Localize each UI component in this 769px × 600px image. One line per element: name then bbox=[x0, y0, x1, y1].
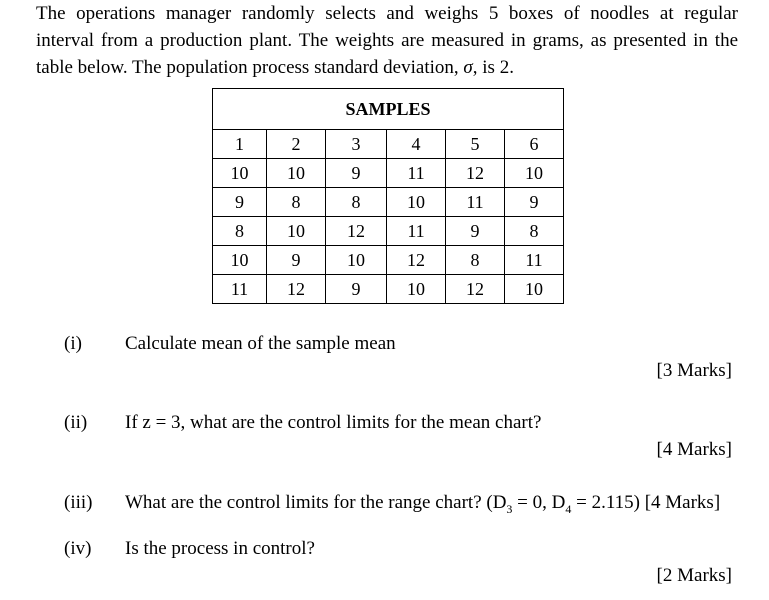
table-row bbox=[213, 246, 564, 275]
problem-statement bbox=[36, 0, 738, 81]
table-cell: 11 bbox=[213, 275, 267, 304]
table-cell: 12 bbox=[446, 159, 505, 188]
sample-header: 6 bbox=[505, 130, 564, 159]
samples-table bbox=[212, 88, 564, 304]
table-cell: 10 bbox=[505, 275, 564, 304]
table-cell: 8 bbox=[213, 217, 267, 246]
table-cell: 12 bbox=[446, 275, 505, 304]
sigma-symbol: σ bbox=[463, 57, 473, 78]
statement-line-3-text: table below. The population process standard deviation, bbox=[36, 57, 464, 78]
table-cell: 10 bbox=[387, 275, 446, 304]
statement-line-3-end: , is 2. bbox=[472, 57, 514, 78]
subscript: 3 bbox=[506, 501, 513, 516]
question-number: (iv) bbox=[64, 538, 92, 559]
table-cell: 10 bbox=[267, 159, 326, 188]
table-cell: 10 bbox=[213, 246, 267, 275]
question-number: (i) bbox=[64, 333, 82, 354]
table-title-row bbox=[213, 89, 564, 130]
table-row bbox=[213, 217, 564, 246]
subscript: 4 bbox=[565, 501, 572, 516]
table-cell: 11 bbox=[446, 188, 505, 217]
question-text: Calculate mean of the sample mean bbox=[125, 333, 396, 354]
sample-header: 2 bbox=[267, 130, 326, 159]
question-text-part: = 2.115) [4 Marks] bbox=[571, 492, 721, 513]
sample-header: 4 bbox=[387, 130, 446, 159]
table-cell: 11 bbox=[505, 246, 564, 275]
marks-label: [2 Marks] bbox=[656, 565, 732, 586]
table-cell: 10 bbox=[387, 188, 446, 217]
marks-label: [3 Marks] bbox=[656, 360, 732, 381]
table-cell: 12 bbox=[387, 246, 446, 275]
table-row bbox=[213, 159, 564, 188]
table-cell: 8 bbox=[446, 246, 505, 275]
question-number: (ii) bbox=[64, 412, 88, 433]
sample-header: 5 bbox=[446, 130, 505, 159]
table-cell: 12 bbox=[326, 217, 387, 246]
table-cell: 8 bbox=[505, 217, 564, 246]
table-cell: 11 bbox=[387, 217, 446, 246]
question-number: (iii) bbox=[64, 492, 93, 513]
table-cell: 8 bbox=[326, 188, 387, 217]
table-cell: 10 bbox=[505, 159, 564, 188]
question-text: If z = 3, what are the control limits for the mean chart? bbox=[125, 412, 542, 433]
table-cell: 9 bbox=[446, 217, 505, 246]
table-cell: 12 bbox=[267, 275, 326, 304]
sample-header: 3 bbox=[326, 130, 387, 159]
table-row bbox=[213, 275, 564, 304]
table-cell: 9 bbox=[326, 275, 387, 304]
statement-line-3 bbox=[36, 54, 738, 81]
question-text-part: = 0, D bbox=[512, 492, 566, 513]
statement-line-1: The operations manager randomly selects and weighs 5 boxes of noodles at regular bbox=[36, 3, 738, 24]
question-text: Is the process in control? bbox=[125, 538, 315, 559]
table-header-row bbox=[213, 130, 564, 159]
question-text bbox=[125, 492, 720, 517]
table-title: SAMPLES bbox=[213, 89, 564, 130]
table-cell: 10 bbox=[267, 217, 326, 246]
table-cell: 11 bbox=[387, 159, 446, 188]
table-cell: 9 bbox=[326, 159, 387, 188]
table-cell: 8 bbox=[267, 188, 326, 217]
statement-line-2: interval from a production plant. The weights are measured in grams, as presented in the bbox=[36, 30, 738, 51]
table-cell: 9 bbox=[267, 246, 326, 275]
table-cell: 9 bbox=[213, 188, 267, 217]
marks-label: [4 Marks] bbox=[656, 439, 732, 460]
table-cell: 10 bbox=[326, 246, 387, 275]
sample-header: 1 bbox=[213, 130, 267, 159]
table-cell: 10 bbox=[213, 159, 267, 188]
table-cell: 9 bbox=[505, 188, 564, 217]
question-text-part: What are the control limits for the range chart? (D bbox=[125, 492, 507, 513]
table-row bbox=[213, 188, 564, 217]
